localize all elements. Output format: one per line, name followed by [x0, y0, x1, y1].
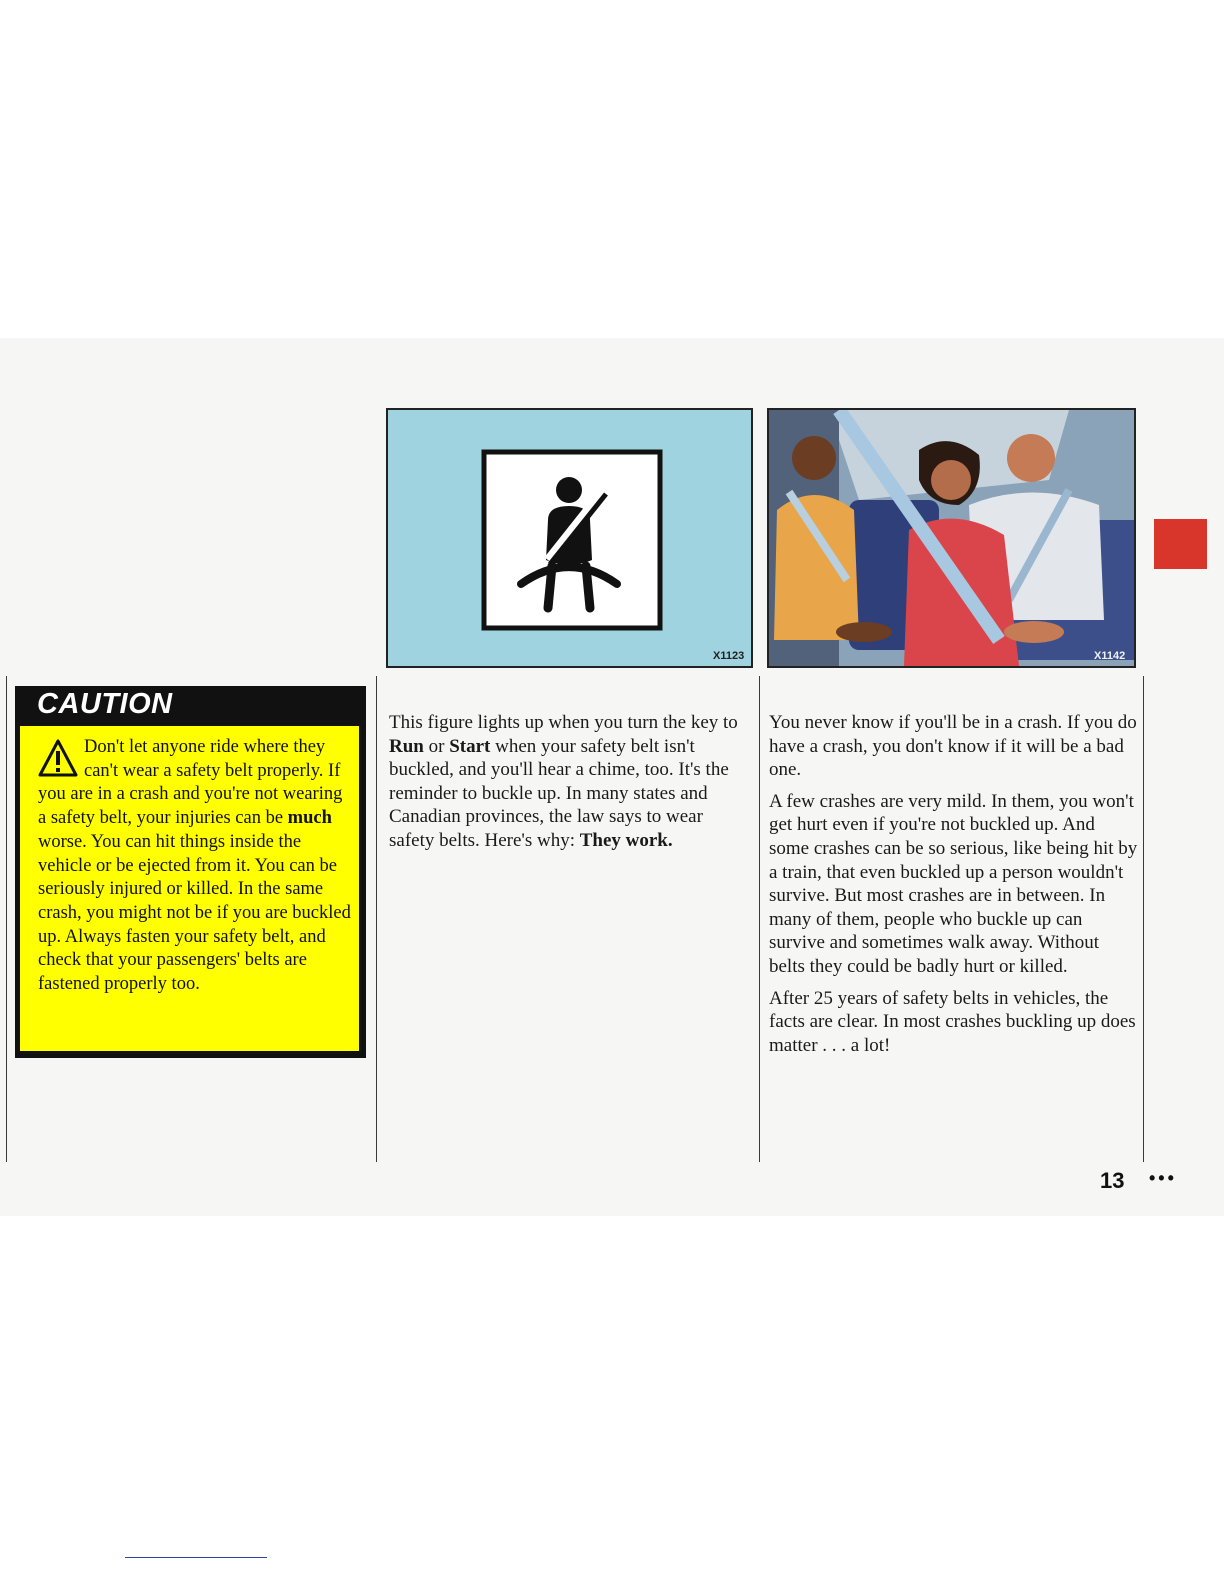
figure-code-right: X1142 — [1094, 650, 1126, 662]
seatbelt-reminder-icon — [388, 410, 751, 666]
caution-text-tail: worse. You can hit things inside the vehicle or be ejected from it. You can be seriously injured or killed. In the same crash, you might not be if you are buckled up. Always fasten your safety belt, and check that your passengers' belts are fastened properly too. — [38, 831, 351, 995]
figure-code-left: X1123 — [713, 650, 745, 662]
right-paragraph-3: After 25 years of safety belts in vehicles, the facts are clear. In most crashes buckling up does matter . . . a lot! — [769, 987, 1136, 1056]
middle-text-b: or — [423, 735, 450, 757]
column-divider-far-right — [1143, 676, 1144, 1162]
right-paragraph-1: You never know if you'll be in a crash. If you do have a crash, you don't know if it will be a bad one. — [769, 712, 1137, 781]
right-paragraph-2: A few crashes are very mild. In them, you won't get hurt even if you're not buckled up. And some crashes can be so serious, like being hit by a train, that even buckled up a person wouldn't survive. But most crashes are in between. In many of them, people who buckle up can survive and sometimes walk away. Without belts they could be badly hurt or killed. — [769, 790, 1138, 977]
column-divider-middle — [376, 676, 377, 1162]
middle-text-a: This figure lights up when you turn the key to — [389, 712, 738, 733]
caution-text-emphasis: much — [287, 808, 332, 829]
middle-text-c: when your safety belt isn't buckled, and you'll hear a chime, too. It's the reminder to buckle up. In many states and Canadian provinces, the law says to wear safety belts. Here's why: — [389, 735, 729, 851]
run-keyword: Run — [389, 735, 424, 757]
caution-text-lead: Don't let anyone ride where they can't wear a safety belt properly. If you are in a crash and you're not wearing a safety belt, your injuries can be — [38, 737, 343, 829]
warning-triangle-icon — [38, 738, 78, 778]
page-number: 13 — [1100, 1168, 1125, 1193]
seatbelt-reminder-figure — [386, 408, 753, 668]
column-divider-right — [759, 676, 760, 1162]
they-work-emphasis: They work. — [579, 829, 673, 851]
right-column-text — [769, 711, 1139, 1065]
middle-paragraph — [389, 711, 741, 853]
bottom-rule — [125, 1557, 267, 1558]
caution-body — [20, 726, 359, 1051]
passengers-wearing-belts-illustration — [769, 410, 1134, 666]
section-tab-marker — [1154, 519, 1207, 569]
caution-box — [15, 686, 366, 1058]
caution-title: CAUTION — [37, 688, 173, 720]
middle-column-text — [389, 711, 741, 861]
column-divider-left — [6, 676, 7, 1162]
page-number-dots: ••• — [1149, 1168, 1177, 1188]
passengers-figure — [767, 408, 1136, 668]
start-keyword: Start — [449, 735, 491, 757]
